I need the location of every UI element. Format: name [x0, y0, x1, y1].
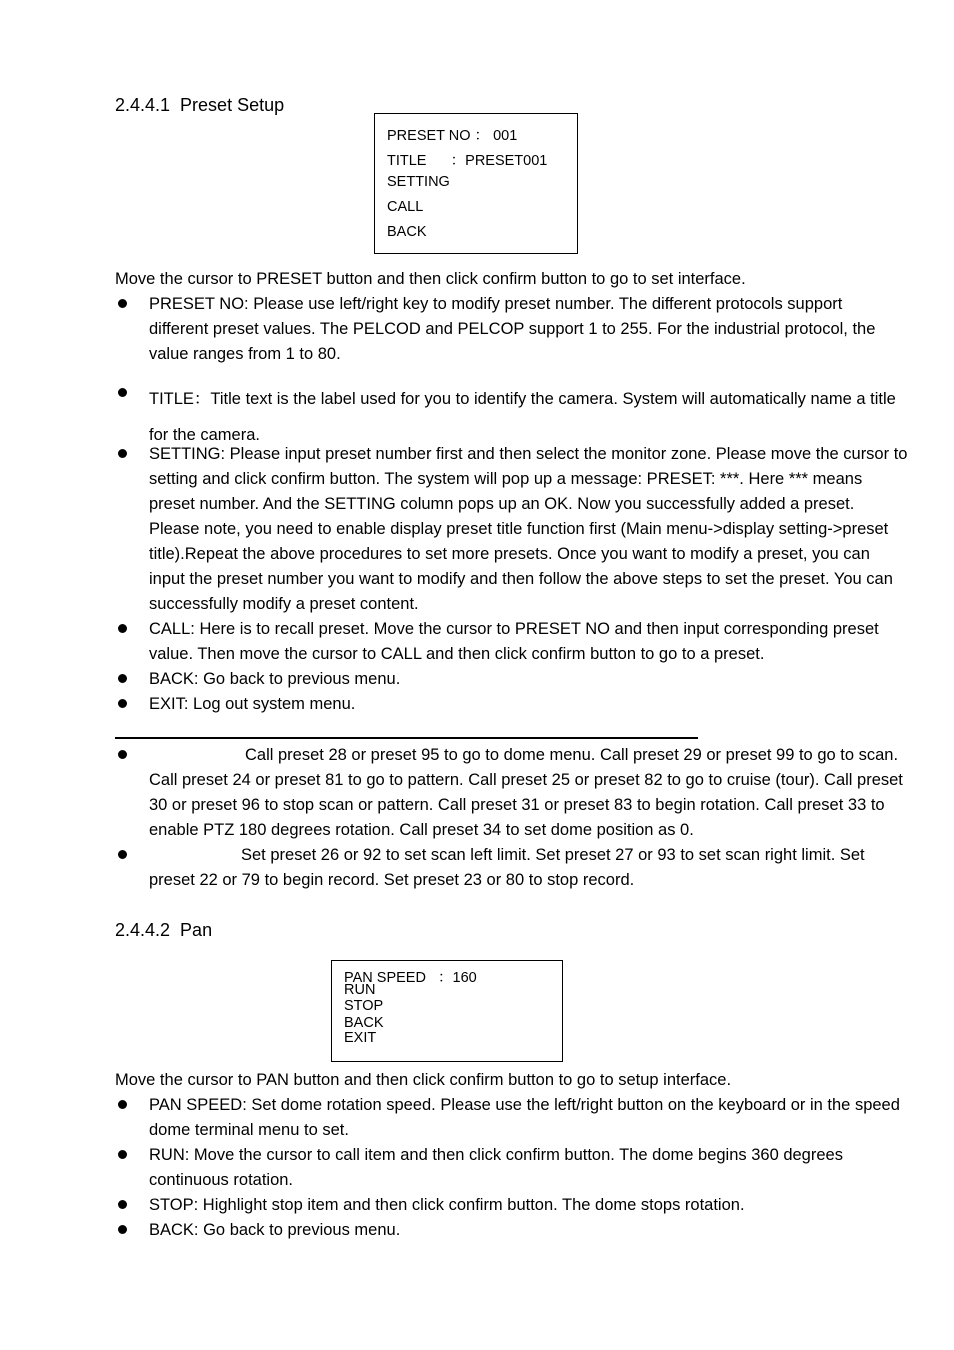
section-heading-pan: 2.4.4.2 Pan — [115, 920, 213, 940]
bullet-back: BACK: Go back to previous menu. — [149, 670, 401, 688]
bullet-icon — [118, 1225, 127, 1234]
menu-row-title: TITLE ：PRESET001 — [387, 153, 548, 169]
bullet-title: TITLE：Title text is the label used for you to identify the camera. System will automatically name a title for the camera. — [149, 390, 896, 444]
menu-row-preset-no: PRESET NO ： 001 — [387, 128, 518, 144]
bullet-icon — [118, 449, 127, 458]
bullet-icon — [118, 1200, 127, 1209]
bullet-icon — [118, 388, 127, 397]
menu-row-setting: SETTING — [387, 174, 450, 190]
bullet-icon — [118, 1100, 127, 1109]
note-divider — [115, 737, 698, 739]
note-call-presets: Call preset 28 or preset 95 to go to dome menu. Call preset 29 or preset 99 to go to scan. Call preset 24 or preset 81 to go to pattern. Call preset 25 or preset 82 to go to cruise (tour). Call preset 30 or preset 96 to stop scan or pattern. Call preset 31 or preset 83 to begin rotation. Call preset 33 to enable PTZ 180 degrees rotation. Call preset 34 to set dome position as 0. — [149, 746, 903, 839]
bullet-icon — [118, 674, 127, 683]
bullet-pan-speed: PAN SPEED: Set dome rotation speed. Please use the left/right button on the keyboard or in the speed dome terminal menu to set. — [149, 1096, 900, 1139]
pan-intro-paragraph: Move the cursor to PAN button and then click confirm button to go to setup interface. — [115, 1071, 732, 1089]
preset-menu-box — [374, 113, 578, 254]
bullet-setting: SETTING: Please input preset number first and then select the monitor zone. Please move the cursor to setting and click confirm button. The system will pop up a message: PRESET: ***. Here *** means preset number. And the SETTING column pops up an OK. Now you successfully added a preset. Please note, you need to enable display preset title function first (Main menu->display setting->preset title).Repeat the above procedures to set more presets. Once you want to modify a preset, you can input the preset number you want to modify and then follow the above steps to set the preset. You can successfully modify a preset content. — [149, 445, 908, 613]
note-set-presets: Set preset 26 or 92 to set scan left limit. Set preset 27 or 93 to set scan right limit. Set preset 22 or 79 to begin record. Set preset 23 or 80 to stop record. — [149, 846, 865, 889]
menu-row-stop: STOP — [344, 998, 384, 1014]
bullet-stop: STOP: Highlight stop item and then click confirm button. The dome stops rotation. — [149, 1196, 745, 1214]
bullet-call: CALL: Here is to recall preset. Move the cursor to PRESET NO and then input corresponding preset value. Then move the cursor to CALL and then click confirm button to go to a preset. — [149, 620, 879, 663]
bullet-icon — [118, 299, 127, 308]
bullet-preset-no: PRESET NO: Please use left/right key to modify preset number. The different protocols support different preset values. The PELCOD and PELCOP support 1 to 255. For the industrial protocol, the value ranges from 1 to 80. — [149, 295, 876, 363]
bullet-icon — [118, 699, 127, 708]
menu-row-back: BACK — [344, 1015, 384, 1031]
bullet-exit: EXIT: Log out system menu. — [149, 695, 356, 713]
pan-menu-box — [331, 960, 563, 1062]
bullet-icon — [118, 750, 127, 759]
bullet-icon — [118, 1150, 127, 1159]
bullet-icon — [118, 624, 127, 633]
section-heading-preset-setup: 2.4.4.1 Preset Setup — [115, 95, 285, 115]
menu-row-call: CALL — [387, 199, 424, 215]
menu-row-exit: EXIT — [344, 1030, 377, 1046]
preset-intro-paragraph: Move the cursor to PRESET button and then click confirm button to go to set interface. — [115, 270, 746, 288]
menu-row-pan-speed: PAN SPEED ：160 — [344, 970, 477, 986]
menu-row-back: BACK — [387, 224, 427, 240]
menu-row-run: RUN — [344, 982, 376, 998]
bullet-icon — [118, 850, 127, 859]
bullet-pan-back: BACK: Go back to previous menu. — [149, 1221, 401, 1239]
bullet-run: RUN: Move the cursor to call item and then click confirm button. The dome begins 360 degrees continuous rotation. — [149, 1146, 843, 1189]
